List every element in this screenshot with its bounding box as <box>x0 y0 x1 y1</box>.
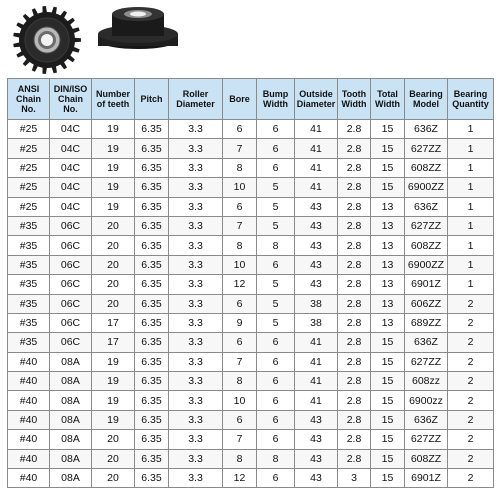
table-cell: 43 <box>295 216 338 235</box>
table-cell: 2.8 <box>338 275 371 294</box>
table-cell: 1 <box>448 275 494 294</box>
table-cell: 41 <box>295 333 338 352</box>
table-cell: 20 <box>92 469 135 488</box>
table-row <box>8 449 494 468</box>
table-cell: 19 <box>92 391 135 410</box>
table-cell: 19 <box>92 158 135 177</box>
table-row <box>8 120 494 139</box>
table-cell: 6 <box>223 197 257 216</box>
table-cell: 19 <box>92 197 135 216</box>
table-cell: 3.3 <box>169 352 223 371</box>
table-cell: 7 <box>223 430 257 449</box>
table-cell: 08A <box>50 372 92 391</box>
table-cell: 5 <box>257 197 295 216</box>
table-cell: 7 <box>223 216 257 235</box>
table-cell: 2.8 <box>338 120 371 139</box>
table-row <box>8 255 494 274</box>
table-cell: 8 <box>257 236 295 255</box>
table-cell: #35 <box>8 236 50 255</box>
table-row <box>8 178 494 197</box>
table-cell: 6.35 <box>135 158 169 177</box>
table-cell: 17 <box>92 313 135 332</box>
table-cell: 20 <box>92 449 135 468</box>
table-cell: 2.8 <box>338 294 371 313</box>
table-cell: 41 <box>295 158 338 177</box>
table-cell: 2 <box>448 313 494 332</box>
column-header: Bearing Quantity <box>448 79 494 120</box>
table-cell: #35 <box>8 255 50 274</box>
table-cell: 13 <box>371 313 405 332</box>
table-cell: 12 <box>223 275 257 294</box>
table-cell: 3.3 <box>169 178 223 197</box>
table-cell: 04C <box>50 120 92 139</box>
table-cell: 20 <box>92 275 135 294</box>
table-cell: 6.35 <box>135 178 169 197</box>
table-cell: #40 <box>8 469 50 488</box>
table-cell: 08A <box>50 391 92 410</box>
table-cell: 10 <box>223 178 257 197</box>
table-cell: 6.35 <box>135 430 169 449</box>
table-cell: 1 <box>448 178 494 197</box>
table-cell: 06C <box>50 216 92 235</box>
column-header: Pitch <box>135 79 169 120</box>
table-cell: 3 <box>338 469 371 488</box>
table-cell: 627ZZ <box>405 430 448 449</box>
table-cell: 43 <box>295 410 338 429</box>
table-cell: 12 <box>223 469 257 488</box>
table-cell: 6 <box>257 158 295 177</box>
column-header: Bore <box>223 79 257 120</box>
table-cell: 6.35 <box>135 313 169 332</box>
table-cell: 6900ZZ <box>405 255 448 274</box>
table-cell: 606ZZ <box>405 294 448 313</box>
table-cell: 2.8 <box>338 178 371 197</box>
table-cell: #35 <box>8 216 50 235</box>
table-cell: 13 <box>371 216 405 235</box>
table-cell: 15 <box>371 372 405 391</box>
table-cell: 2.8 <box>338 255 371 274</box>
table-cell: 06C <box>50 275 92 294</box>
table-cell: 2 <box>448 391 494 410</box>
table-row <box>8 391 494 410</box>
table-cell: 6 <box>257 430 295 449</box>
table-cell: #25 <box>8 158 50 177</box>
table-cell: 20 <box>92 430 135 449</box>
table-cell: 3.3 <box>169 275 223 294</box>
table-cell: 6.35 <box>135 275 169 294</box>
table-cell: 5 <box>257 275 295 294</box>
table-cell: 1 <box>448 216 494 235</box>
table-cell: 41 <box>295 352 338 371</box>
table-cell: 43 <box>295 275 338 294</box>
table-cell: 2.8 <box>338 139 371 158</box>
table-cell: 689ZZ <box>405 313 448 332</box>
table-cell: 15 <box>371 410 405 429</box>
table-cell: #40 <box>8 391 50 410</box>
table-cell: 04C <box>50 178 92 197</box>
table-cell: 41 <box>295 372 338 391</box>
table-cell: 2 <box>448 333 494 352</box>
column-header: Outside Diameter <box>295 79 338 120</box>
table-cell: 6.35 <box>135 372 169 391</box>
table-cell: 15 <box>371 391 405 410</box>
table-cell: 9 <box>223 313 257 332</box>
table-cell: 19 <box>92 120 135 139</box>
product-photo <box>0 0 500 76</box>
table-cell: 608ZZ <box>405 449 448 468</box>
table-cell: 04C <box>50 139 92 158</box>
table-cell: #40 <box>8 352 50 371</box>
table-cell: 6.35 <box>135 294 169 313</box>
table-row <box>8 352 494 371</box>
table-cell: 2.8 <box>338 216 371 235</box>
table-cell: 20 <box>92 216 135 235</box>
table-cell: 1 <box>448 197 494 216</box>
table-row <box>8 216 494 235</box>
table-cell: 13 <box>371 275 405 294</box>
table-cell: 20 <box>92 255 135 274</box>
table-cell: 2 <box>448 294 494 313</box>
table-row <box>8 469 494 488</box>
table-cell: 6.35 <box>135 333 169 352</box>
table-cell: 43 <box>295 469 338 488</box>
table-cell: #35 <box>8 294 50 313</box>
table-cell: 5 <box>257 216 295 235</box>
table-cell: 15 <box>371 469 405 488</box>
table-cell: #25 <box>8 197 50 216</box>
table-row <box>8 197 494 216</box>
table-cell: 6 <box>223 294 257 313</box>
table-row <box>8 313 494 332</box>
table-cell: 6.35 <box>135 469 169 488</box>
table-cell: 15 <box>371 352 405 371</box>
table-cell: 43 <box>295 430 338 449</box>
table-cell: 04C <box>50 197 92 216</box>
table-cell: 7 <box>223 139 257 158</box>
table-cell: 06C <box>50 294 92 313</box>
table-cell: 627ZZ <box>405 216 448 235</box>
table-cell: 2.8 <box>338 333 371 352</box>
table-cell: 15 <box>371 158 405 177</box>
table-row <box>8 372 494 391</box>
table-cell: 8 <box>223 236 257 255</box>
table-cell: 38 <box>295 313 338 332</box>
table-cell: 6.35 <box>135 391 169 410</box>
table-cell: 6.35 <box>135 139 169 158</box>
table-cell: 2 <box>448 430 494 449</box>
table-row <box>8 236 494 255</box>
table-cell: 6 <box>223 333 257 352</box>
table-cell: 3.3 <box>169 139 223 158</box>
table-cell: 3.3 <box>169 255 223 274</box>
table-cell: 15 <box>371 139 405 158</box>
table-cell: 19 <box>92 410 135 429</box>
table-cell: 6 <box>257 469 295 488</box>
table-cell: 3.3 <box>169 158 223 177</box>
table-cell: 6900ZZ <box>405 178 448 197</box>
table-cell: 2.8 <box>338 430 371 449</box>
table-cell: 6.35 <box>135 236 169 255</box>
table-cell: 2.8 <box>338 391 371 410</box>
table-cell: 608ZZ <box>405 236 448 255</box>
table-cell: #25 <box>8 178 50 197</box>
table-cell: 19 <box>92 372 135 391</box>
table-cell: 636Z <box>405 333 448 352</box>
table-cell: 7 <box>223 352 257 371</box>
table-cell: 08A <box>50 469 92 488</box>
table-cell: 15 <box>371 449 405 468</box>
table-cell: 608ZZ <box>405 158 448 177</box>
table-cell: 3.3 <box>169 294 223 313</box>
table-cell: 2 <box>448 352 494 371</box>
table-cell: #40 <box>8 430 50 449</box>
table-cell: 636Z <box>405 120 448 139</box>
table-cell: 6 <box>257 352 295 371</box>
table-cell: 19 <box>92 352 135 371</box>
table-cell: 2 <box>448 469 494 488</box>
table-cell: 6.35 <box>135 449 169 468</box>
table-cell: 6.35 <box>135 255 169 274</box>
table-cell: 06C <box>50 255 92 274</box>
table-cell: 15 <box>371 430 405 449</box>
table-cell: 6901Z <box>405 469 448 488</box>
table-cell: 06C <box>50 313 92 332</box>
table-cell: #35 <box>8 333 50 352</box>
table-cell: 6 <box>257 372 295 391</box>
table-cell: 8 <box>223 158 257 177</box>
table-cell: 04C <box>50 158 92 177</box>
table-cell: #35 <box>8 313 50 332</box>
table-row <box>8 430 494 449</box>
table-cell: 5 <box>257 178 295 197</box>
table-row <box>8 158 494 177</box>
table-cell: 06C <box>50 236 92 255</box>
table-cell: 6 <box>257 391 295 410</box>
column-header: ANSI Chain No. <box>8 79 50 120</box>
table-cell: 636Z <box>405 410 448 429</box>
table-cell: 6.35 <box>135 216 169 235</box>
table-cell: 13 <box>371 294 405 313</box>
table-cell: 2.8 <box>338 449 371 468</box>
table-cell: 3.3 <box>169 216 223 235</box>
table-cell: 5 <box>257 294 295 313</box>
table-cell: 13 <box>371 236 405 255</box>
table-cell: #25 <box>8 120 50 139</box>
table-cell: 10 <box>223 391 257 410</box>
table-cell: 2.8 <box>338 372 371 391</box>
table-cell: 3.3 <box>169 391 223 410</box>
table-cell: 636Z <box>405 197 448 216</box>
table-cell: 6 <box>257 255 295 274</box>
column-header: Number of teeth <box>92 79 135 120</box>
table-cell: 627ZZ <box>405 139 448 158</box>
table-cell: 1 <box>448 120 494 139</box>
table-row <box>8 294 494 313</box>
table-cell: 6 <box>257 333 295 352</box>
table-cell: 3.3 <box>169 313 223 332</box>
table-cell: 3.3 <box>169 469 223 488</box>
table-cell: 6.35 <box>135 352 169 371</box>
table-row <box>8 275 494 294</box>
table-cell: 6.35 <box>135 120 169 139</box>
table-cell: 08A <box>50 352 92 371</box>
table-cell: 19 <box>92 139 135 158</box>
table-cell: 08A <box>50 449 92 468</box>
table-cell: 1 <box>448 139 494 158</box>
column-header: Total Width <box>371 79 405 120</box>
table-cell: 8 <box>257 449 295 468</box>
table-cell: 10 <box>223 255 257 274</box>
table-row <box>8 333 494 352</box>
table-cell: 6901Z <box>405 275 448 294</box>
table-cell: 3.3 <box>169 197 223 216</box>
table-row <box>8 410 494 429</box>
table-cell: 41 <box>295 391 338 410</box>
table-cell: 08A <box>50 410 92 429</box>
table-cell: 608zz <box>405 372 448 391</box>
sprocket-front-icon <box>13 6 81 74</box>
table-cell: 3.3 <box>169 410 223 429</box>
table-cell: 3.3 <box>169 236 223 255</box>
table-cell: #40 <box>8 449 50 468</box>
table-cell: 2.8 <box>338 236 371 255</box>
column-header: Bump Width <box>257 79 295 120</box>
table-cell: 19 <box>92 178 135 197</box>
table-cell: 13 <box>371 255 405 274</box>
table-cell: 15 <box>371 120 405 139</box>
table-cell: 8 <box>223 449 257 468</box>
table-cell: #35 <box>8 275 50 294</box>
table-cell: 41 <box>295 178 338 197</box>
table-cell: #25 <box>8 139 50 158</box>
table-cell: 20 <box>92 294 135 313</box>
table-cell: 3.3 <box>169 430 223 449</box>
table-cell: 08A <box>50 430 92 449</box>
table-cell: 17 <box>92 333 135 352</box>
table-cell: 43 <box>295 255 338 274</box>
table-cell: 2.8 <box>338 158 371 177</box>
column-header: Bearing Model <box>405 79 448 120</box>
table-cell: 6 <box>257 410 295 429</box>
table-cell: #40 <box>8 372 50 391</box>
table-cell: 43 <box>295 197 338 216</box>
table-cell: 2 <box>448 449 494 468</box>
column-header: Roller Diameter <box>169 79 223 120</box>
table-cell: 2 <box>448 372 494 391</box>
table-cell: 6 <box>223 410 257 429</box>
table-header-row <box>8 79 494 120</box>
table-cell: 1 <box>448 158 494 177</box>
table-cell: 20 <box>92 236 135 255</box>
table-cell: 6 <box>223 120 257 139</box>
table-cell: 43 <box>295 236 338 255</box>
table-cell: 1 <box>448 255 494 274</box>
table-cell: 3.3 <box>169 333 223 352</box>
table-row <box>8 139 494 158</box>
table-cell: 13 <box>371 197 405 216</box>
table-cell: 5 <box>257 313 295 332</box>
table-cell: 38 <box>295 294 338 313</box>
column-header: Tooth Width <box>338 79 371 120</box>
table-cell: 43 <box>295 449 338 468</box>
table-cell: 6.35 <box>135 197 169 216</box>
table-cell: 2.8 <box>338 313 371 332</box>
sprocket-side-icon <box>98 7 178 49</box>
table-cell: 41 <box>295 120 338 139</box>
table-cell: 3.3 <box>169 449 223 468</box>
table-cell: 15 <box>371 178 405 197</box>
table-cell: 1 <box>448 236 494 255</box>
table-cell: 6 <box>257 120 295 139</box>
table-cell: 2.8 <box>338 197 371 216</box>
spec-table <box>7 78 494 488</box>
table-cell: 15 <box>371 333 405 352</box>
column-header: DIN/ISO Chain No. <box>50 79 92 120</box>
table-cell: #40 <box>8 410 50 429</box>
table-cell: 627ZZ <box>405 352 448 371</box>
table-cell: 6.35 <box>135 410 169 429</box>
table-cell: 2.8 <box>338 352 371 371</box>
table-cell: 6 <box>257 139 295 158</box>
table-cell: 6900zz <box>405 391 448 410</box>
table-cell: 41 <box>295 139 338 158</box>
table-cell: 2.8 <box>338 410 371 429</box>
table-cell: 3.3 <box>169 120 223 139</box>
table-cell: 3.3 <box>169 372 223 391</box>
table-cell: 8 <box>223 372 257 391</box>
table-cell: 06C <box>50 333 92 352</box>
table-cell: 2 <box>448 410 494 429</box>
